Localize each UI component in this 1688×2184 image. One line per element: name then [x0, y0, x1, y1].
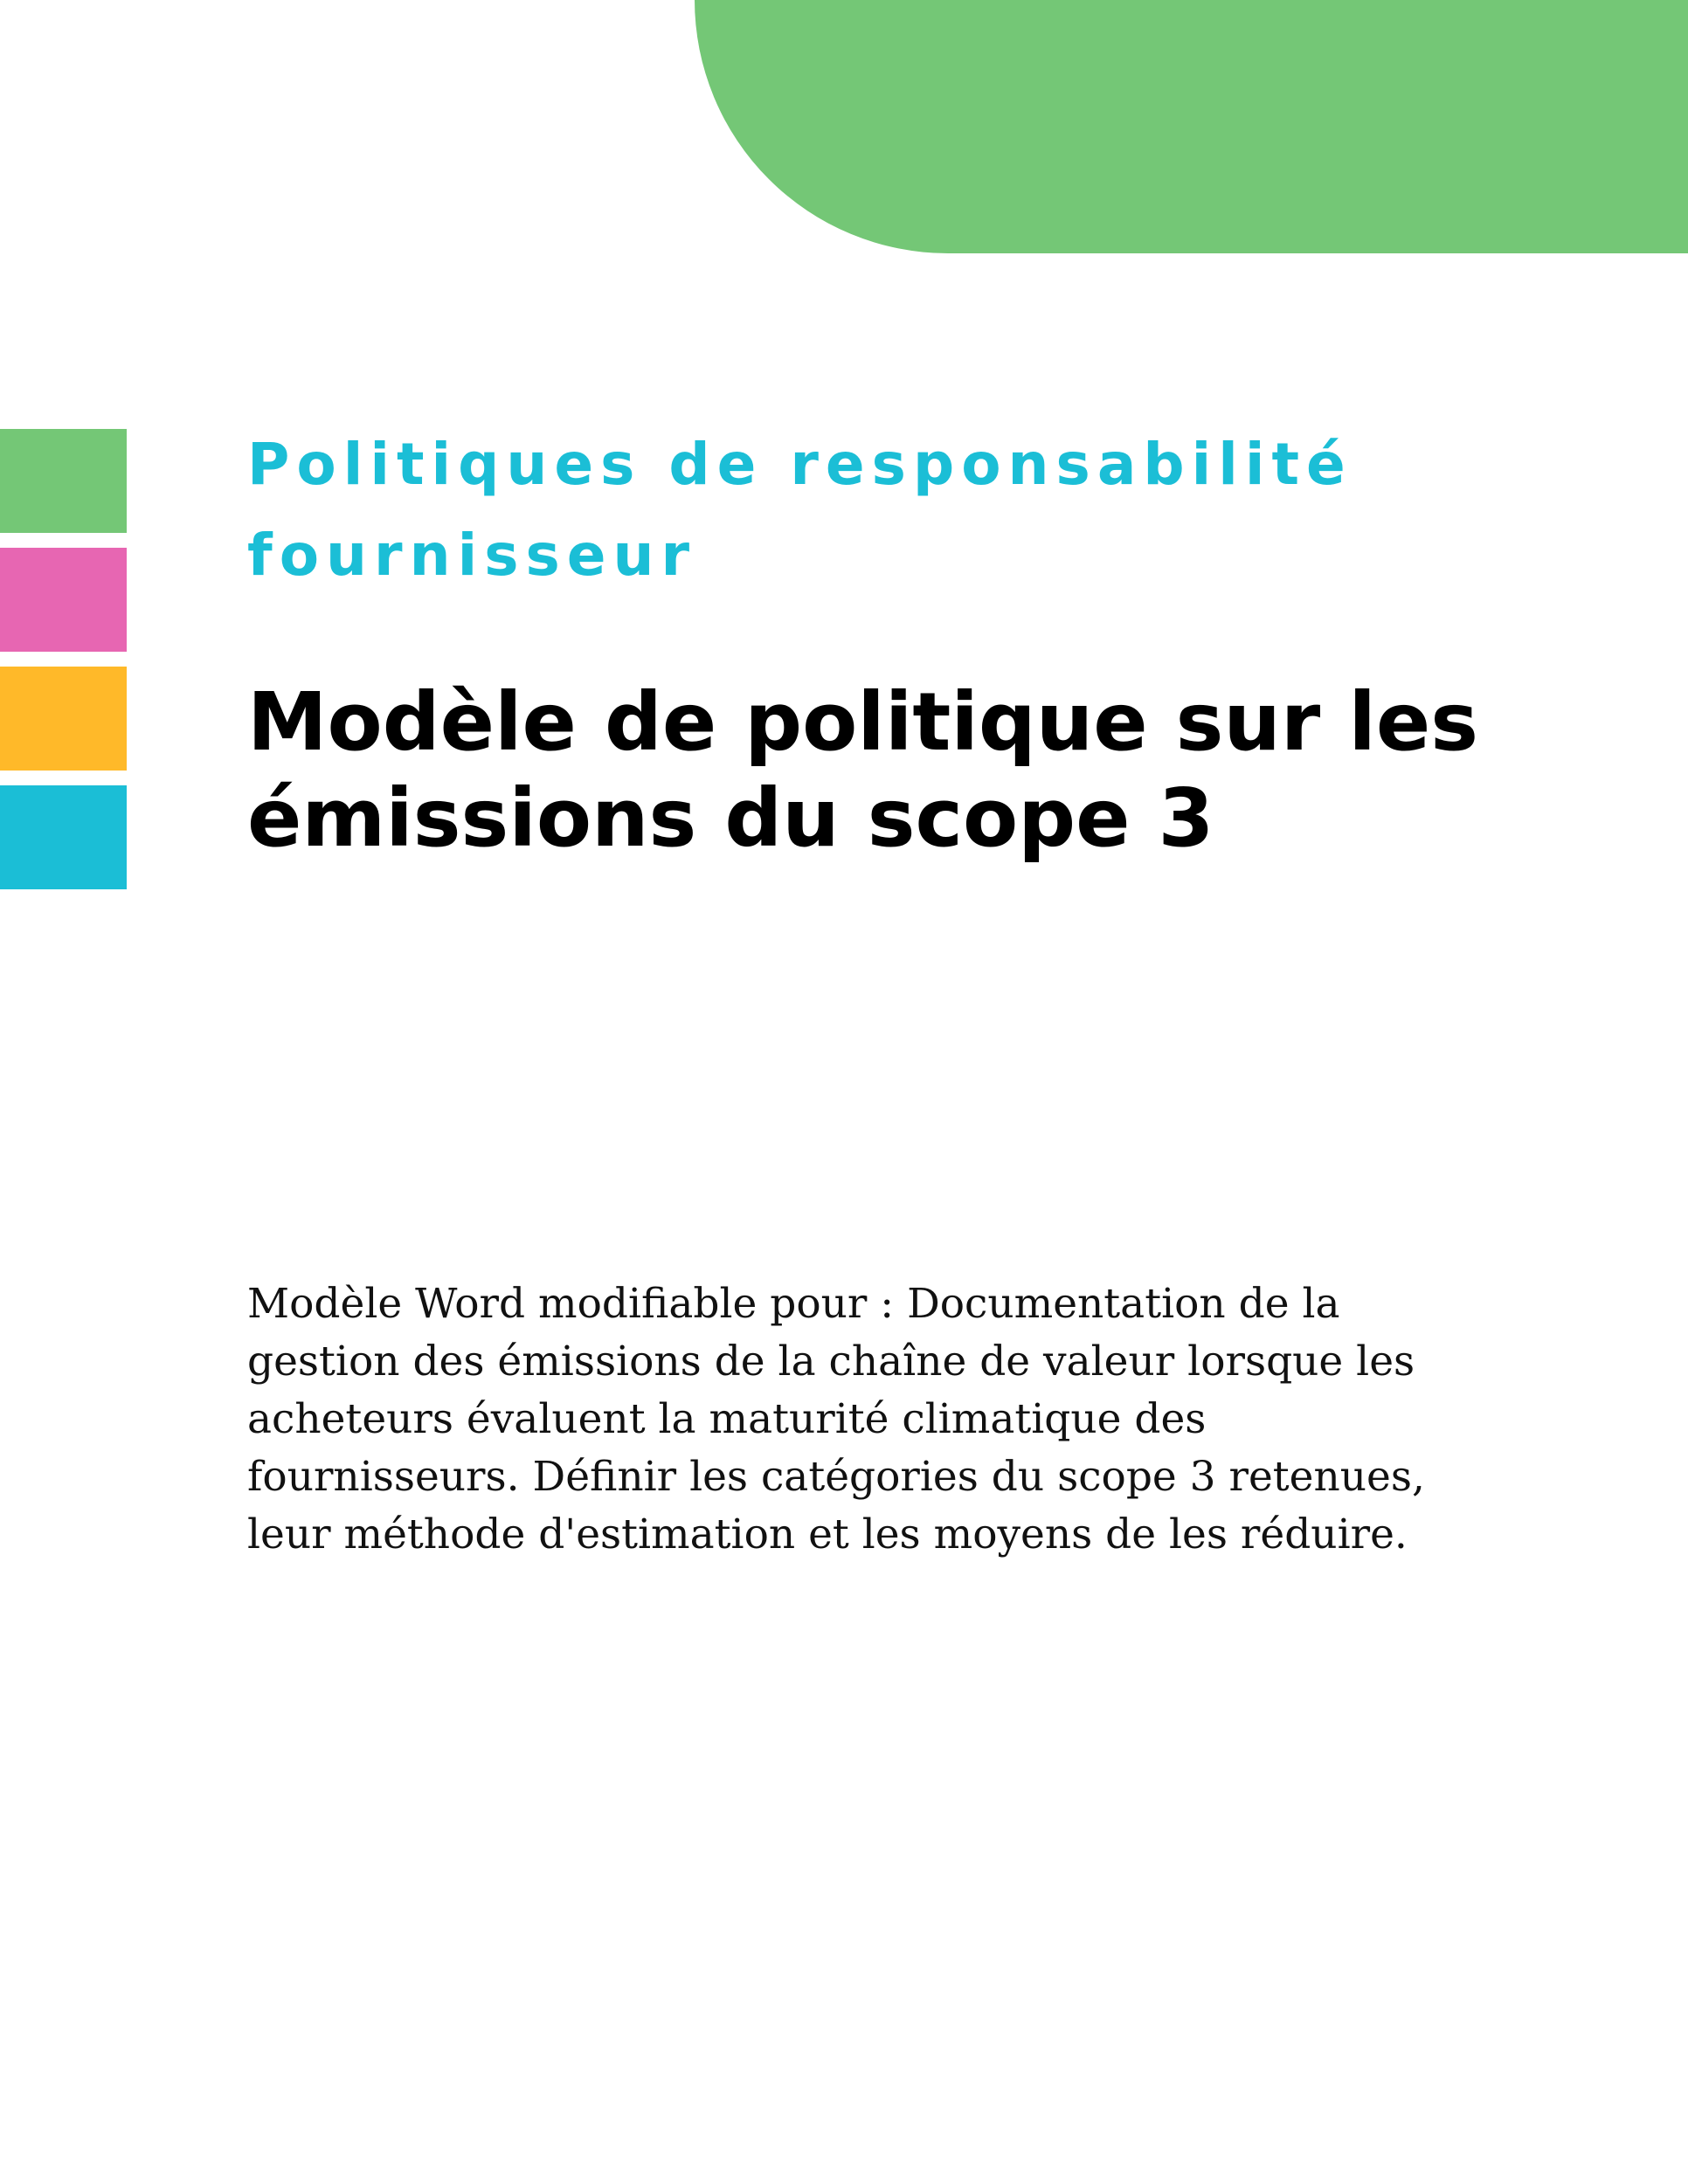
color-stripe-cyan — [0, 785, 127, 889]
color-stripe-pink — [0, 548, 127, 652]
document-description: Modèle Word modifiable pour : Documentation de la gestion des émissions de la chaîne de valeur lorsque les acheteurs évaluent la maturité climatique des fournisseurs. Définir les catégories du scope 3 retenues, leur méthode d'estimation et les moyens de les réduire. — [247, 1280, 1425, 1559]
document-title: Modèle de politique sur les émissions du scope 3 — [247, 675, 1479, 865]
color-stripe-green — [0, 429, 127, 533]
document-subtitle: Politiques de responsabilité fournisseur — [247, 431, 1352, 589]
color-stripe-yellow — [0, 667, 127, 771]
decorative-green-blob — [695, 0, 1688, 253]
